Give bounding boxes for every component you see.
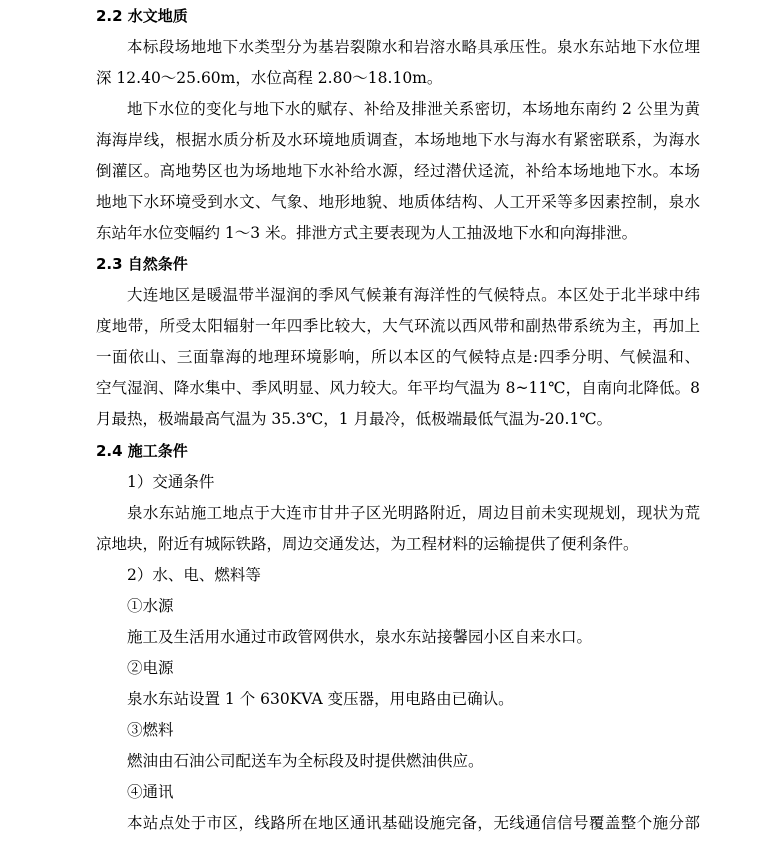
section-heading-2-2: 2.2 水文地质 xyxy=(96,7,188,25)
item-title-water: ①水源 xyxy=(127,597,174,615)
paragraph-line: 本站点处于市区，线路所在地区通讯基础设施完备，无线通信信号覆盖整个施分部 xyxy=(127,814,700,832)
paragraph-line: 地下水位的变化与地下水的赋存、补给及排泄关系密切，本场地东南约 2 公里为黄 xyxy=(127,100,700,118)
paragraph-line: 东站年水位变幅约 1～3 米。排泄方式主要表现为人工抽汲地下水和向海排泄。 xyxy=(96,224,638,242)
item-title-power: ②电源 xyxy=(127,659,174,677)
paragraph-line: 大连地区是暖温带半湿润的季风气候兼有海洋性的气候特点。本区处于北半球中纬 xyxy=(127,286,700,304)
item-title-fuel: ③燃料 xyxy=(127,721,174,739)
paragraph-line: 海海岸线，根据水质分析及水环境地质调查，本场地地下水与海水有紧密联系，为海水 xyxy=(96,131,700,149)
paragraph-line: 本标段场地地下水类型分为基岩裂隙水和岩溶水略具承压性。泉水东站地下水位埋 xyxy=(127,38,700,56)
section-heading-2-4: 2.4 施工条件 xyxy=(96,442,188,460)
subsection-title-traffic: 1）交通条件 xyxy=(127,473,215,491)
paragraph-line: 泉水东站设置 1 个 630KVA 变压器，用电路由已确认。 xyxy=(127,690,514,708)
paragraph-line: 燃油由石油公司配送车为全标段及时提供燃油供应。 xyxy=(127,752,484,770)
paragraph-line: 一面依山、三面靠海的地理环境影响，所以本区的气候特点是:四季分明、气候温和、 xyxy=(96,348,700,366)
paragraph-line: 月最热，极端最高气温为 35.3℃，1 月最冷，低极端最低气温为-20.1℃。 xyxy=(96,410,613,428)
item-title-comm: ④通讯 xyxy=(127,783,174,801)
paragraph-line: 施工及生活用水通过市政管网供水，泉水东站接馨园小区自来水口。 xyxy=(127,628,593,646)
paragraph-line: 泉水东站施工地点于大连市甘井子区光明路附近，周边目前未实现规划，现状为荒 xyxy=(127,504,700,522)
paragraph-line: 度地带，所受太阳辐射一年四季比较大，大气环流以西风带和副热带系统为主，再加上 xyxy=(96,317,700,335)
paragraph-line: 空气湿润、降水集中、季风明显、风力较大。年平均气温为 8~11℃，自南向北降低。8 xyxy=(96,379,700,397)
paragraph-line: 凉地块，附近有城际铁路，周边交通发达，为工程材料的运输提供了便利条件。 xyxy=(96,535,639,553)
section-heading-2-3: 2.3 自然条件 xyxy=(96,255,188,273)
paragraph-line: 地地下水环境受到水文、气象、地形地貌、地质体结构、人工开采等多因素控制，泉水 xyxy=(96,193,700,211)
paragraph-line: 深 12.40～25.60m，水位高程 2.80～18.10m。 xyxy=(96,69,443,87)
paragraph-line: 倒灌区。高地势区也为场地地下水补给水源，经过潜伏迳流，补给本场地地下水。本场 xyxy=(96,162,700,180)
subsection-title-utilities: 2）水、电、燃料等 xyxy=(127,566,261,584)
